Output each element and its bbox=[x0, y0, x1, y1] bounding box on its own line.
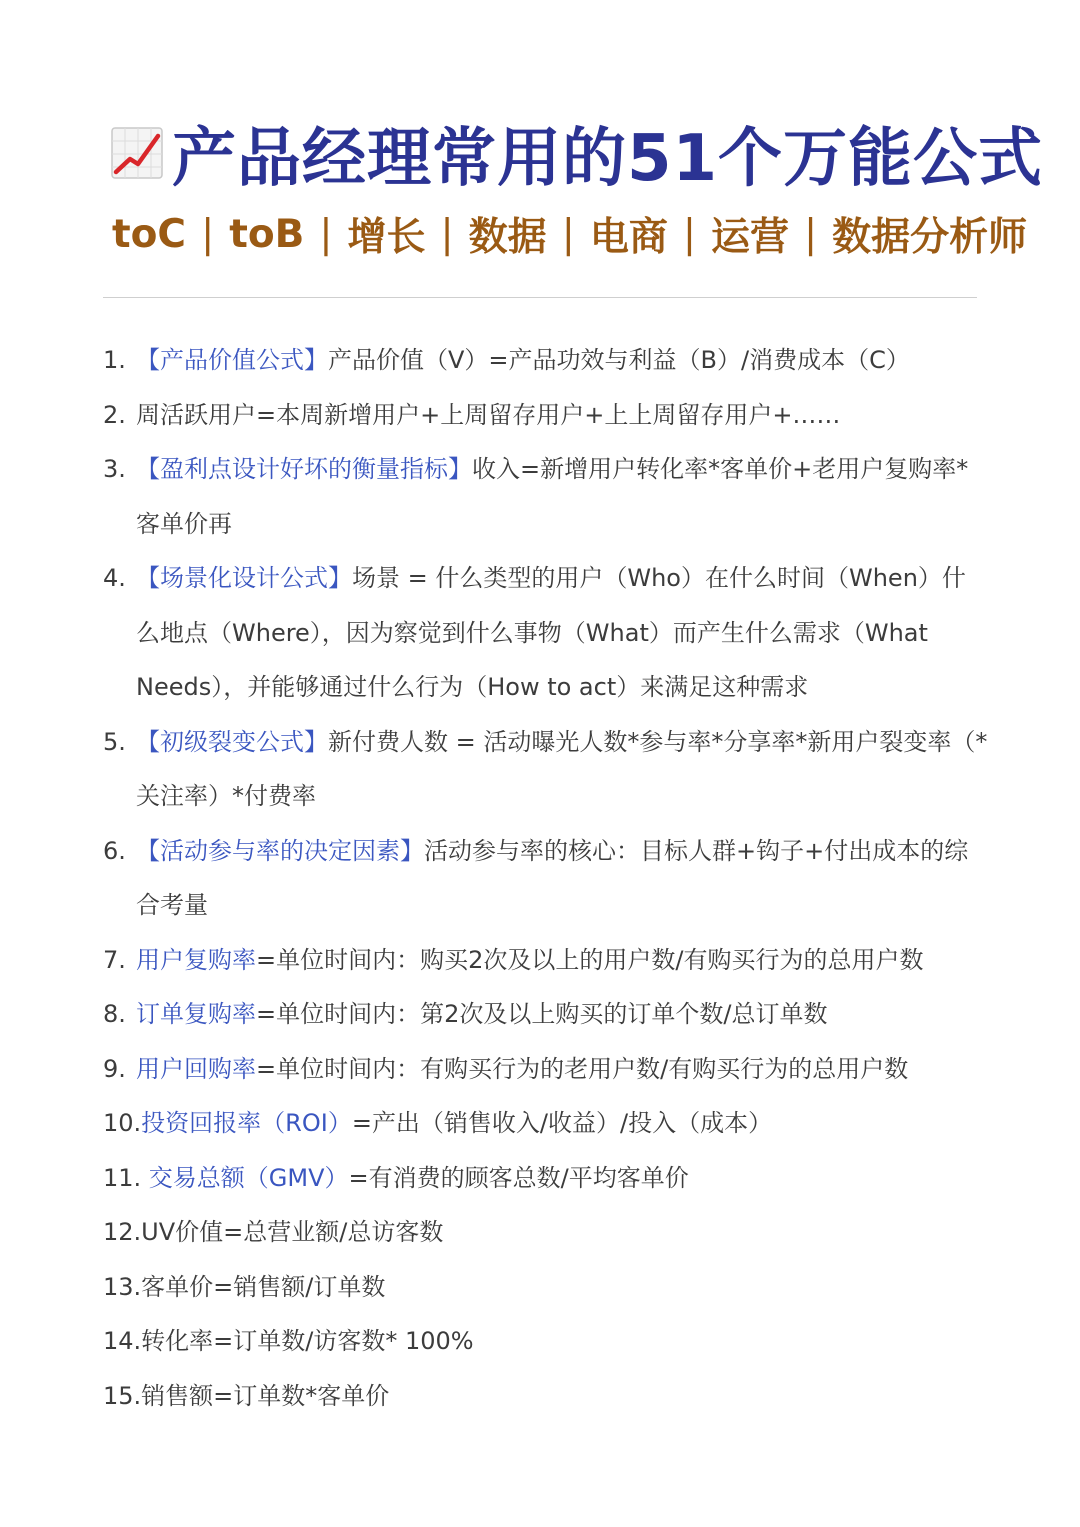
title-row bbox=[110, 108, 1044, 198]
item-text: =有消费的顾客总数/平均客单价 bbox=[348, 1163, 689, 1192]
item-number: 5. bbox=[103, 727, 126, 756]
chart-increasing-icon bbox=[110, 126, 164, 180]
item-text: 客单价=销售额/订单数 bbox=[141, 1272, 386, 1301]
item-highlight: 【盈利点设计好坏的衡量指标】 bbox=[136, 455, 472, 483]
tag: toB bbox=[229, 211, 305, 257]
list-item bbox=[103, 1314, 988, 1369]
item-number: 9. bbox=[103, 1054, 126, 1083]
item-text: 销售额=订单数*客单价 bbox=[141, 1381, 390, 1410]
list-item bbox=[103, 333, 988, 388]
item-text: 产品价值（V）=产品功效与利益（B）/消费成本（C） bbox=[328, 346, 910, 374]
item-text: UV价值=总营业额/总访客数 bbox=[141, 1218, 444, 1246]
page-title: 产品经理常用的51个万能公式 bbox=[172, 122, 1044, 196]
item-highlight: 【活动参与率的决定因素】 bbox=[136, 836, 424, 865]
list-item bbox=[103, 1260, 988, 1315]
item-number: 7. bbox=[103, 945, 126, 974]
item-text: =单位时间内：有购买行为的老用户数/有购买行为的总用户数 bbox=[256, 1054, 909, 1083]
list-item bbox=[103, 933, 988, 988]
tag-separator: | bbox=[804, 211, 818, 257]
item-highlight: 订单复购率 bbox=[136, 1000, 256, 1028]
list-item bbox=[103, 388, 988, 443]
list-item bbox=[103, 1096, 988, 1151]
item-text: 收入=新增用户转化率*客单价+老用户复购率*客单价再 bbox=[136, 455, 969, 538]
tag-separator: | bbox=[440, 211, 454, 257]
tag: 增长 bbox=[347, 215, 426, 260]
list-item bbox=[103, 824, 988, 933]
item-number: 3. bbox=[103, 455, 126, 483]
item-number: 15. bbox=[103, 1381, 142, 1410]
list-item bbox=[103, 1205, 988, 1260]
item-number: 2. bbox=[103, 400, 126, 429]
tag: 数据分析师 bbox=[832, 215, 1028, 260]
item-highlight: 【初级裂变公式】 bbox=[136, 727, 328, 756]
item-text: 场景 = 什么类型的用户（Who）在什么时间（When）什么地点（Where），因为察觉到什么事物（What）而产生什么需求（What Needs），并能够通过什么行为（How to act）来满足这种需求 bbox=[136, 564, 966, 701]
item-number: 14. bbox=[103, 1327, 142, 1355]
item-text: 活动参与率的核心：目标人群+钩子+付出成本的综合考量 bbox=[136, 836, 969, 919]
item-text: =单位时间内：购买2次及以上的用户数/有购买行为的总用户数 bbox=[256, 945, 924, 974]
list-item bbox=[103, 551, 988, 715]
list-item bbox=[103, 442, 988, 551]
tag: 数据 bbox=[468, 215, 547, 260]
item-number: 13. bbox=[103, 1272, 142, 1301]
item-text: =产出（销售收入/收益）/投入（成本） bbox=[351, 1109, 773, 1137]
list-item bbox=[103, 715, 988, 824]
item-text: =单位时间内：第2次及以上购买的订单个数/总订单数 bbox=[256, 1000, 828, 1028]
item-number: 4. bbox=[103, 564, 126, 592]
tag-separator: | bbox=[201, 211, 215, 257]
tag-separator: | bbox=[682, 211, 696, 257]
tag-separator: | bbox=[561, 211, 575, 257]
item-text: 周活跃用户=本周新增用户+上周留存用户+上上周留存用户+…… bbox=[136, 400, 841, 429]
item-highlight: 【场景化设计公式】 bbox=[136, 564, 352, 592]
item-text: 新付费人数 = 活动曝光人数*参与率*分享率*新用户裂变率（*关注率）*付费率 bbox=[136, 727, 988, 810]
item-number: 11. bbox=[103, 1163, 149, 1192]
divider bbox=[103, 297, 977, 298]
item-highlight: 用户复购率 bbox=[136, 945, 256, 974]
item-number: 10. bbox=[103, 1109, 142, 1137]
item-number: 1. bbox=[103, 346, 126, 374]
topic-tags bbox=[112, 204, 1028, 264]
tag: 电商 bbox=[589, 215, 668, 260]
list-item bbox=[103, 987, 988, 1042]
item-number: 8. bbox=[103, 1000, 126, 1028]
formula-list bbox=[103, 333, 988, 1423]
item-text: 转化率=订单数/访客数* 100% bbox=[141, 1327, 474, 1355]
tag: toC bbox=[112, 211, 187, 257]
item-highlight: 用户回购率 bbox=[136, 1054, 256, 1083]
list-item bbox=[103, 1369, 988, 1424]
item-number: 12. bbox=[103, 1218, 142, 1246]
item-highlight: 投资回报率（ROI） bbox=[141, 1109, 352, 1137]
item-highlight: 交易总额（GMV） bbox=[148, 1163, 349, 1192]
item-highlight: 【产品价值公式】 bbox=[136, 346, 328, 374]
tag: 运营 bbox=[710, 215, 789, 260]
tag-separator: | bbox=[319, 211, 333, 257]
list-item bbox=[103, 1042, 988, 1097]
list-item bbox=[103, 1151, 988, 1206]
item-number: 6. bbox=[103, 836, 126, 865]
